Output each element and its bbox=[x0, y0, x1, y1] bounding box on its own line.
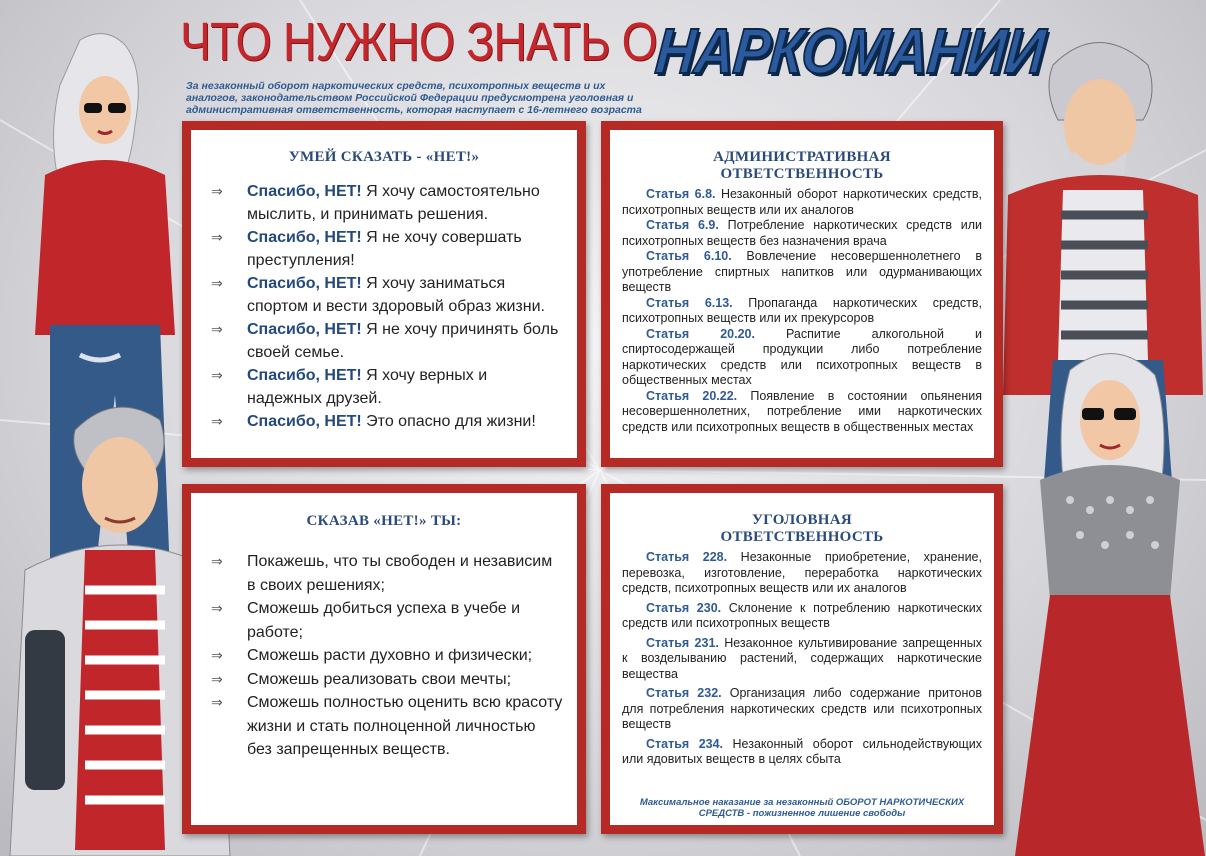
said-no-panel-content bbox=[191, 493, 577, 825]
list-item-emphasis: Спасибо, НЕТ! bbox=[247, 229, 362, 246]
article-number: Статья 6.13. bbox=[646, 295, 733, 310]
article-text: Организация либо содержание притонов для потребления наркотических средств или психотропных веществ bbox=[622, 686, 982, 731]
arrow-right-icon: ⇒ bbox=[211, 553, 223, 569]
list-item-emphasis: Спасибо, НЕТ! bbox=[247, 413, 362, 430]
article-text: Появление в состоянии опьянения несовершеннолетних, потребление ими наркотических средств или психотропных веществ в общественных местах bbox=[622, 388, 982, 434]
article-item bbox=[622, 249, 982, 296]
arrow-right-icon: ⇒ bbox=[211, 413, 223, 429]
arrow-right-icon: ⇒ bbox=[211, 600, 223, 616]
list-item bbox=[211, 550, 563, 597]
article-text: Незаконное культивирование запрещенных к возделыванию растений, содержащих наркотические вещества bbox=[622, 635, 982, 681]
article-number: Статья 6.8. bbox=[646, 187, 716, 201]
article-number: Статья 6.10. bbox=[646, 249, 732, 263]
say-no-list bbox=[191, 180, 577, 433]
woman-figure-bottom-right bbox=[1010, 350, 1206, 856]
article-text: Незаконный оборот сильнодействующих или ядовитых веществ в целях сбыта bbox=[622, 736, 982, 766]
article-text: Потребление наркотических средств или психотропных веществ без назначения врача bbox=[622, 218, 982, 248]
article-item bbox=[622, 327, 982, 389]
list-item-text: Сможешь реализовать свои мечты; bbox=[247, 670, 512, 688]
article-text: Вовлечение несовершеннолетнего в употребление спиртных напитков или одурманивающих веществ bbox=[622, 249, 982, 294]
intro-text: За незаконный оборот наркотических средств, психотропных веществ и их аналогов, законодательством Российской Федерации предусмотрена уголовная и административная ответственность, которая наступает с 16-летнего возраста bbox=[186, 80, 642, 116]
article-number: Статья 232. bbox=[646, 686, 722, 700]
administrative-articles bbox=[610, 187, 994, 435]
article-text: Незаконные приобретение, хранение, перевозка, изготовление, переработка наркотических средств, психотропных веществ или их аналогов bbox=[622, 550, 982, 595]
list-item bbox=[211, 364, 563, 410]
list-item-text: Я не хочу совершать преступления! bbox=[247, 229, 522, 269]
title-part-2: НАРКОМАНИИ bbox=[652, 15, 1048, 87]
list-item bbox=[211, 644, 563, 668]
list-item-text: Я хочу заниматься спортом и вести здоровый образ жизни. bbox=[247, 275, 545, 315]
article-item bbox=[622, 187, 982, 218]
article-item bbox=[622, 686, 982, 733]
say-no-panel-content bbox=[191, 130, 577, 458]
article-number: Статья 230. bbox=[646, 600, 722, 615]
list-item bbox=[211, 180, 563, 226]
arrow-right-icon: ⇒ bbox=[211, 647, 223, 663]
said-no-list bbox=[191, 550, 577, 762]
list-item-text: Сможешь добиться успеха в учебе и работе; bbox=[247, 600, 521, 641]
article-text: Незаконный оборот наркотических средств, психотропных веществ или их аналогов bbox=[622, 187, 982, 217]
said-no-panel bbox=[182, 484, 586, 834]
list-item-text: Я не хочу причинять боль своей семье. bbox=[247, 321, 559, 361]
criminal-panel bbox=[601, 484, 1003, 834]
list-item-emphasis: Спасибо, НЕТ! bbox=[247, 367, 362, 384]
article-number: Статья 228. bbox=[646, 550, 728, 564]
title-part-1: ЧТО НУЖНО ЗНАТЬ О bbox=[180, 12, 657, 72]
criminal-panel-content bbox=[610, 493, 994, 825]
article-item bbox=[622, 218, 982, 249]
list-item-emphasis: Спасибо, НЕТ! bbox=[247, 275, 362, 292]
list-item bbox=[211, 410, 563, 433]
article-text: Склонение к потреблению наркотических средств или психотропных веществ bbox=[622, 600, 982, 630]
arrow-right-icon: ⇒ bbox=[211, 183, 223, 199]
article-number: Статья 234. bbox=[646, 736, 724, 751]
article-item bbox=[622, 550, 982, 597]
article-item bbox=[622, 601, 982, 632]
article-number: Статья 231. bbox=[646, 635, 719, 650]
list-item bbox=[211, 226, 563, 272]
list-item-text: Я хочу верных и надежных друзей. bbox=[247, 367, 488, 407]
list-item-emphasis: Спасибо, НЕТ! bbox=[247, 183, 362, 200]
arrow-right-icon: ⇒ bbox=[211, 229, 223, 245]
list-item bbox=[211, 691, 563, 762]
administrative-title: АДМИНИСТРАТИВНАЯ ОТВЕТСТВЕННОСТЬ bbox=[713, 149, 891, 182]
arrow-right-icon: ⇒ bbox=[211, 694, 223, 710]
arrow-right-icon: ⇒ bbox=[211, 275, 223, 291]
article-item bbox=[622, 737, 982, 768]
criminal-title: УГОЛОВНАЯ ОТВЕТСТВЕННОСТЬ bbox=[720, 512, 884, 545]
administrative-panel bbox=[601, 121, 1003, 467]
arrow-right-icon: ⇒ bbox=[211, 367, 223, 383]
article-number: Статья 6.9. bbox=[646, 218, 719, 232]
list-item bbox=[211, 272, 563, 318]
said-no-title: СКАЗАВ «НЕТ!» ТЫ: bbox=[306, 513, 462, 529]
list-item-text: Покажешь, что ты свободен и независим в своих решениях; bbox=[247, 553, 553, 594]
criminal-articles bbox=[610, 550, 994, 768]
say-no-panel bbox=[182, 121, 586, 467]
article-text: Пропаганда наркотических средств, психотропных веществ или их прекурсоров bbox=[622, 295, 982, 325]
article-item bbox=[622, 636, 982, 683]
article-number: Статья 20.20. bbox=[646, 326, 755, 341]
article-number: Статья 20.22. bbox=[646, 388, 738, 403]
administrative-panel-content bbox=[610, 130, 994, 458]
arrow-right-icon: ⇒ bbox=[211, 670, 223, 687]
list-item-text: Это опасно для жизни! bbox=[361, 413, 536, 430]
list-item bbox=[211, 668, 563, 692]
list-item-text: Сможешь расти духовно и физически; bbox=[247, 647, 533, 664]
list-item-emphasis: Спасибо, НЕТ! bbox=[247, 321, 362, 338]
article-item bbox=[622, 389, 982, 436]
list-item-text: Я хочу самостоятельно мыслить, и принимать решения. bbox=[247, 183, 540, 223]
article-text: Распитие алкогольной и спиртосодержащей продукции либо потребление наркотических средств или психотропных веществ в общественных местах bbox=[622, 326, 982, 387]
list-item bbox=[211, 597, 563, 644]
max-penalty-note: Максимальное наказание за незаконный ОБОРОТ НАРКОТИЧЕСКИХ СРЕДСТВ - пожизненное лишение свободы bbox=[639, 797, 965, 819]
say-no-title: УМЕЙ СКАЗАТЬ - «НЕТ!» bbox=[288, 149, 480, 165]
list-item bbox=[211, 318, 563, 364]
article-item bbox=[622, 296, 982, 327]
list-item-text: Сможешь полностью оценить всю красоту жизни и стать полноценной личностью без запрещенных веществ. bbox=[247, 694, 563, 758]
arrow-right-icon: ⇒ bbox=[211, 321, 223, 337]
